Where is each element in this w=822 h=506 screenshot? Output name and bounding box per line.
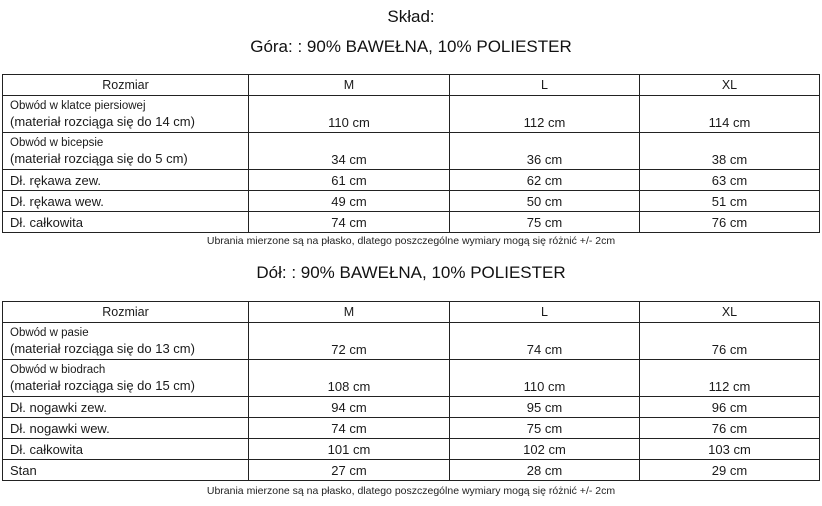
table-row xyxy=(3,397,820,418)
size-header-m: M xyxy=(249,75,450,96)
measurement-value: 94 cm xyxy=(249,397,450,418)
top-size-table-body xyxy=(3,75,820,233)
measurement-value: 74 cm xyxy=(249,418,450,439)
measurement-stretch-note: (materiał rozciąga się do 15 cm) xyxy=(10,378,195,393)
top-size-table xyxy=(2,74,820,233)
measurement-value: 103 cm xyxy=(640,439,820,460)
measurement-value: 114 cm xyxy=(640,96,820,133)
measurement-value: 76 cm xyxy=(640,418,820,439)
measurement-value: 38 cm xyxy=(640,133,820,170)
measurement-value: 112 cm xyxy=(450,96,640,133)
measurement-label-cell: Dł. nogawki zew. xyxy=(3,397,249,418)
table-row xyxy=(3,170,820,191)
measurement-label-cell xyxy=(3,96,249,133)
measurement-label-cell xyxy=(3,360,249,397)
measurement-label-cell xyxy=(3,133,249,170)
measurement-label: Obwód w klatce piersiowej xyxy=(10,100,146,112)
measurement-value: 108 cm xyxy=(249,360,450,397)
measurement-value: 76 cm xyxy=(640,212,820,233)
table-row xyxy=(3,212,820,233)
measurement-value: 34 cm xyxy=(249,133,450,170)
measurement-label-cell: Dł. całkowita xyxy=(3,212,249,233)
size-header-l: L xyxy=(450,302,640,323)
top-garment-heading: Góra: : 90% BAWEŁNA, 10% POLIESTER xyxy=(250,37,572,56)
table-row xyxy=(3,133,820,170)
measurement-note: Ubrania mierzone są na płasko, dlatego poszczególne wymiary mogą się różnić +/- 2cm xyxy=(206,485,616,497)
measurement-value: 75 cm xyxy=(450,418,640,439)
measurement-label: Obwód w pasie xyxy=(10,327,89,339)
size-header-l: L xyxy=(450,75,640,96)
measurement-value: 112 cm xyxy=(640,360,820,397)
measurement-value: 63 cm xyxy=(640,170,820,191)
measurement-stretch-note: (materiał rozciąga się do 14 cm) xyxy=(10,114,195,129)
measurement-label-cell: Dł. rękawa wew. xyxy=(3,191,249,212)
measurement-value: 102 cm xyxy=(450,439,640,460)
bottom-garment-heading: Dół: : 90% BAWEŁNA, 10% POLIESTER xyxy=(256,263,566,282)
measurement-value: 49 cm xyxy=(249,191,450,212)
measurement-value: 96 cm xyxy=(640,397,820,418)
table-row xyxy=(3,360,820,397)
table-row xyxy=(3,439,820,460)
measurement-value: 110 cm xyxy=(450,360,640,397)
measurement-value: 27 cm xyxy=(249,460,450,481)
measurement-value: 74 cm xyxy=(450,323,640,360)
measurement-value: 50 cm xyxy=(450,191,640,212)
measurement-value: 62 cm xyxy=(450,170,640,191)
measurement-note: Ubrania mierzone są na płasko, dlatego poszczególne wymiary mogą się różnić +/- 2cm xyxy=(206,235,616,247)
table-row xyxy=(3,96,820,133)
table-header-row xyxy=(3,75,820,96)
measurement-label-cell xyxy=(3,323,249,360)
measurement-label-cell: Dł. nogawki wew. xyxy=(3,418,249,439)
table-row xyxy=(3,460,820,481)
measurement-stretch-note: (materiał rozciąga się do 5 cm) xyxy=(10,151,188,166)
measurement-value: 110 cm xyxy=(249,96,450,133)
composition-title: Skład: xyxy=(387,7,435,26)
size-header-m: M xyxy=(249,302,450,323)
measurement-value: 51 cm xyxy=(640,191,820,212)
table-header-row xyxy=(3,302,820,323)
measurement-label-cell: Stan xyxy=(3,460,249,481)
measurement-label-cell: Dł. rękawa zew. xyxy=(3,170,249,191)
measurement-value: 61 cm xyxy=(249,170,450,191)
measurement-value: 101 cm xyxy=(249,439,450,460)
table-row xyxy=(3,418,820,439)
measurement-value: 72 cm xyxy=(249,323,450,360)
size-header-xl: XL xyxy=(640,75,820,96)
table-row xyxy=(3,323,820,360)
size-header-xl: XL xyxy=(640,302,820,323)
bottom-size-table xyxy=(2,301,820,481)
table-row xyxy=(3,191,820,212)
measurement-value: 36 cm xyxy=(450,133,640,170)
size-column-header: Rozmiar xyxy=(3,75,249,96)
measurement-value: 75 cm xyxy=(450,212,640,233)
measurement-value: 28 cm xyxy=(450,460,640,481)
measurement-label: Obwód w bicepsie xyxy=(10,137,104,149)
measurement-label: Obwód w biodrach xyxy=(10,364,106,376)
measurement-value: 29 cm xyxy=(640,460,820,481)
measurement-label-cell: Dł. całkowita xyxy=(3,439,249,460)
measurement-value: 74 cm xyxy=(249,212,450,233)
size-column-header: Rozmiar xyxy=(3,302,249,323)
measurement-value: 76 cm xyxy=(640,323,820,360)
measurement-value: 95 cm xyxy=(450,397,640,418)
bottom-size-table-body xyxy=(3,302,820,481)
measurement-stretch-note: (materiał rozciąga się do 13 cm) xyxy=(10,341,195,356)
